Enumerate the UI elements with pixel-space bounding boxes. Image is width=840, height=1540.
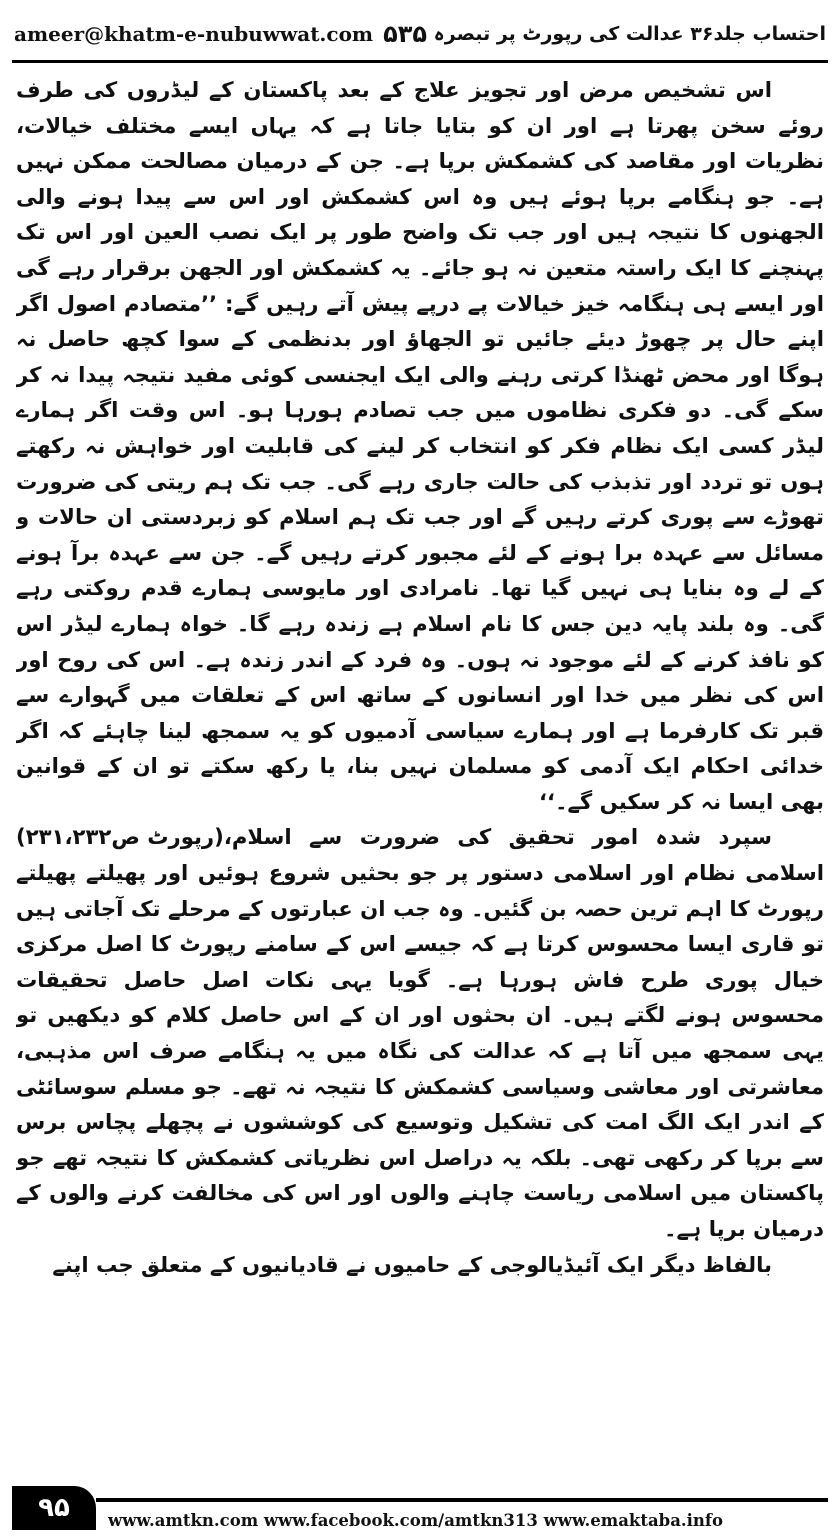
page-header: [14, 14, 826, 54]
footer-page-number: ۹۵: [12, 1486, 96, 1530]
paragraph-1: اس تشخیص مرض اور تجویز علاج کے بعد پاکستان کے لیڈروں کی طرف روئے سخن پھرتا ہے اور ان کو بتایا جاتا ہے کہ یہاں ایسے مختلف خیالات، نظریات اور مقاصد کی کشمکش برپا ہے۔ جن کے درمیان مصالحت ممکن نہیں ہے۔ جو ہنگامے برپا ہوئے ہیں وہ اس کشمکش اور اس سے پیدا ہونے والی الجھنوں کا نتیجہ ہیں اور جب تک واضح طور پر ایک نصب العین اور اس تک پہنچنے کا ایک راستہ متعین نہ ہو جائے۔ یہ کشمکش اور الجھن برقرار رہے گی اور ایسے ہی ہنگامہ خیز خیالات پے درپے پیش آتے رہیں گے: ’’متصادم اصول اگر اپنے حال پر چھوڑ دیئے جائیں تو الجھاؤ اور بدنظمی کے سوا کچھ حاصل نہ ہوگا اور محض ٹھنڈا کرتی رہنے والی ایک ایجنسی کوئی مفید نتیجہ پیدا نہ کر سکے گی۔ دو فکری نظاموں میں جب تصادم ہورہا ہو۔ اس وقت اگر ہمارے لیڈر کسی ایک نظام فکر کو انتخاب کر لینے کی قابلیت اور خواہش نہ رکھتے ہوں تو تردد اور تذبذب کی حالت جاری رہے گی۔ جب تک ہم ریتی کی ضرورت تھوڑے سے پوری کرتے رہیں گے اور جب تک ہم اسلام کو زبردستی ان حالات و مسائل سے عہدہ برا ہونے کے لئے مجبور کرتے رہیں گے۔ جن سے عہدہ برآ ہونے کے لے وہ بنایا ہی نہیں گیا تھا۔ نامرادی اور مایوسی ہمارے قدم روکتی رہے گی۔ وہ بلند پایہ دین جس کا نام اسلام ہے زندہ رہے گا۔ خواہ ہمارے لیڈر اس کو نافذ کرنے کے لئے موجود نہ ہوں۔ وہ فرد کے اندر زندہ ہے۔ اس کی روح اور اس کی نظر میں خدا اور انسانوں کے ساتھ اس کے تعلقات میں گہوارے سے قبر تک کارفرما ہے اور ہمارے سیاسی آدمیوں کو یہ سمجھ لینا چاہئے کہ اگر خدائی احکام ایک آدمی کو مسلمان نہیں بنا، یا رکھ سکتے تو ان کے قوانین بھی ایسا نہ کر سکیں گے۔‘‘: [16, 77, 824, 814]
header-left: [14, 20, 427, 48]
header-email[interactable]: ameer@khatm-e-nubuwwat.com: [14, 22, 374, 46]
footer-rule: [96, 1498, 828, 1502]
report-reference: (رپورٹ ص۲۳۱،۲۳۲): [16, 824, 224, 850]
paragraph-2: سپرد شدہ امور تحقیق کی ضرورت سے اسلام، اسلامی نظام اور اسلامی دستور پر جو بحثیں شروع ہوئیں اور پھیلتے پھیلتے رپورٹ کا اہم ترین حصہ بن گئیں۔ وہ جب ان عبارتوں کے مرحلے تک آجاتی ہیں تو قاری ایسا محسوس کرتا ہے کہ جیسے اس کے سامنے رپورٹ کا اصل مرکزی خیال پوری طرح فاش ہورہا ہے۔ گویا یہی نکات اصل حاصل تحقیقات محسوس ہونے لگتے ہیں۔ ان بحثوں اور ان کے اس حاصل کلام کو دیکھیں تو یہی سمجھ میں آتا ہے کہ عدالت کی نگاہ میں یہ ہنگامے صرف اس مذہبی، معاشرتی اور معاشی وسیاسی کشمکش کا نتیجہ نہ تھے۔ جو مسلم سوسائٹی کے اندر ایک الگ امت کی تشکیل وتوسیع کی کوششوں نے پچھلے پچاس برس سے برپا کر رکھی تھی۔ بلکہ یہ دراصل اس نظریاتی کشمکش کا نتیجہ تھے جو پاکستان میں اسلامی ریاست چاہنے والوں اور اس کی مخالفت کرنے والوں کے درمیان برپا ہے۔: [16, 824, 824, 1241]
page-footer: [12, 1486, 828, 1530]
header-page-number: ۵۳۵: [383, 20, 428, 48]
header-rule: [12, 60, 828, 63]
paragraph-3: بالفاظ دیگر ایک آئیڈیالوجی کے حامیوں نے قادیانیوں کے متعلق جب اپنے: [52, 1251, 772, 1277]
header-title: احتساب جلد۳۶ عدالت کی رپورٹ پر تبصرہ: [433, 23, 826, 45]
body-text: [16, 72, 824, 1468]
footer-links[interactable]: www.amtkn.com www.facebook.com/amtkn313 www.emaktaba.info: [108, 1511, 724, 1530]
footer-bar: [96, 1486, 828, 1530]
